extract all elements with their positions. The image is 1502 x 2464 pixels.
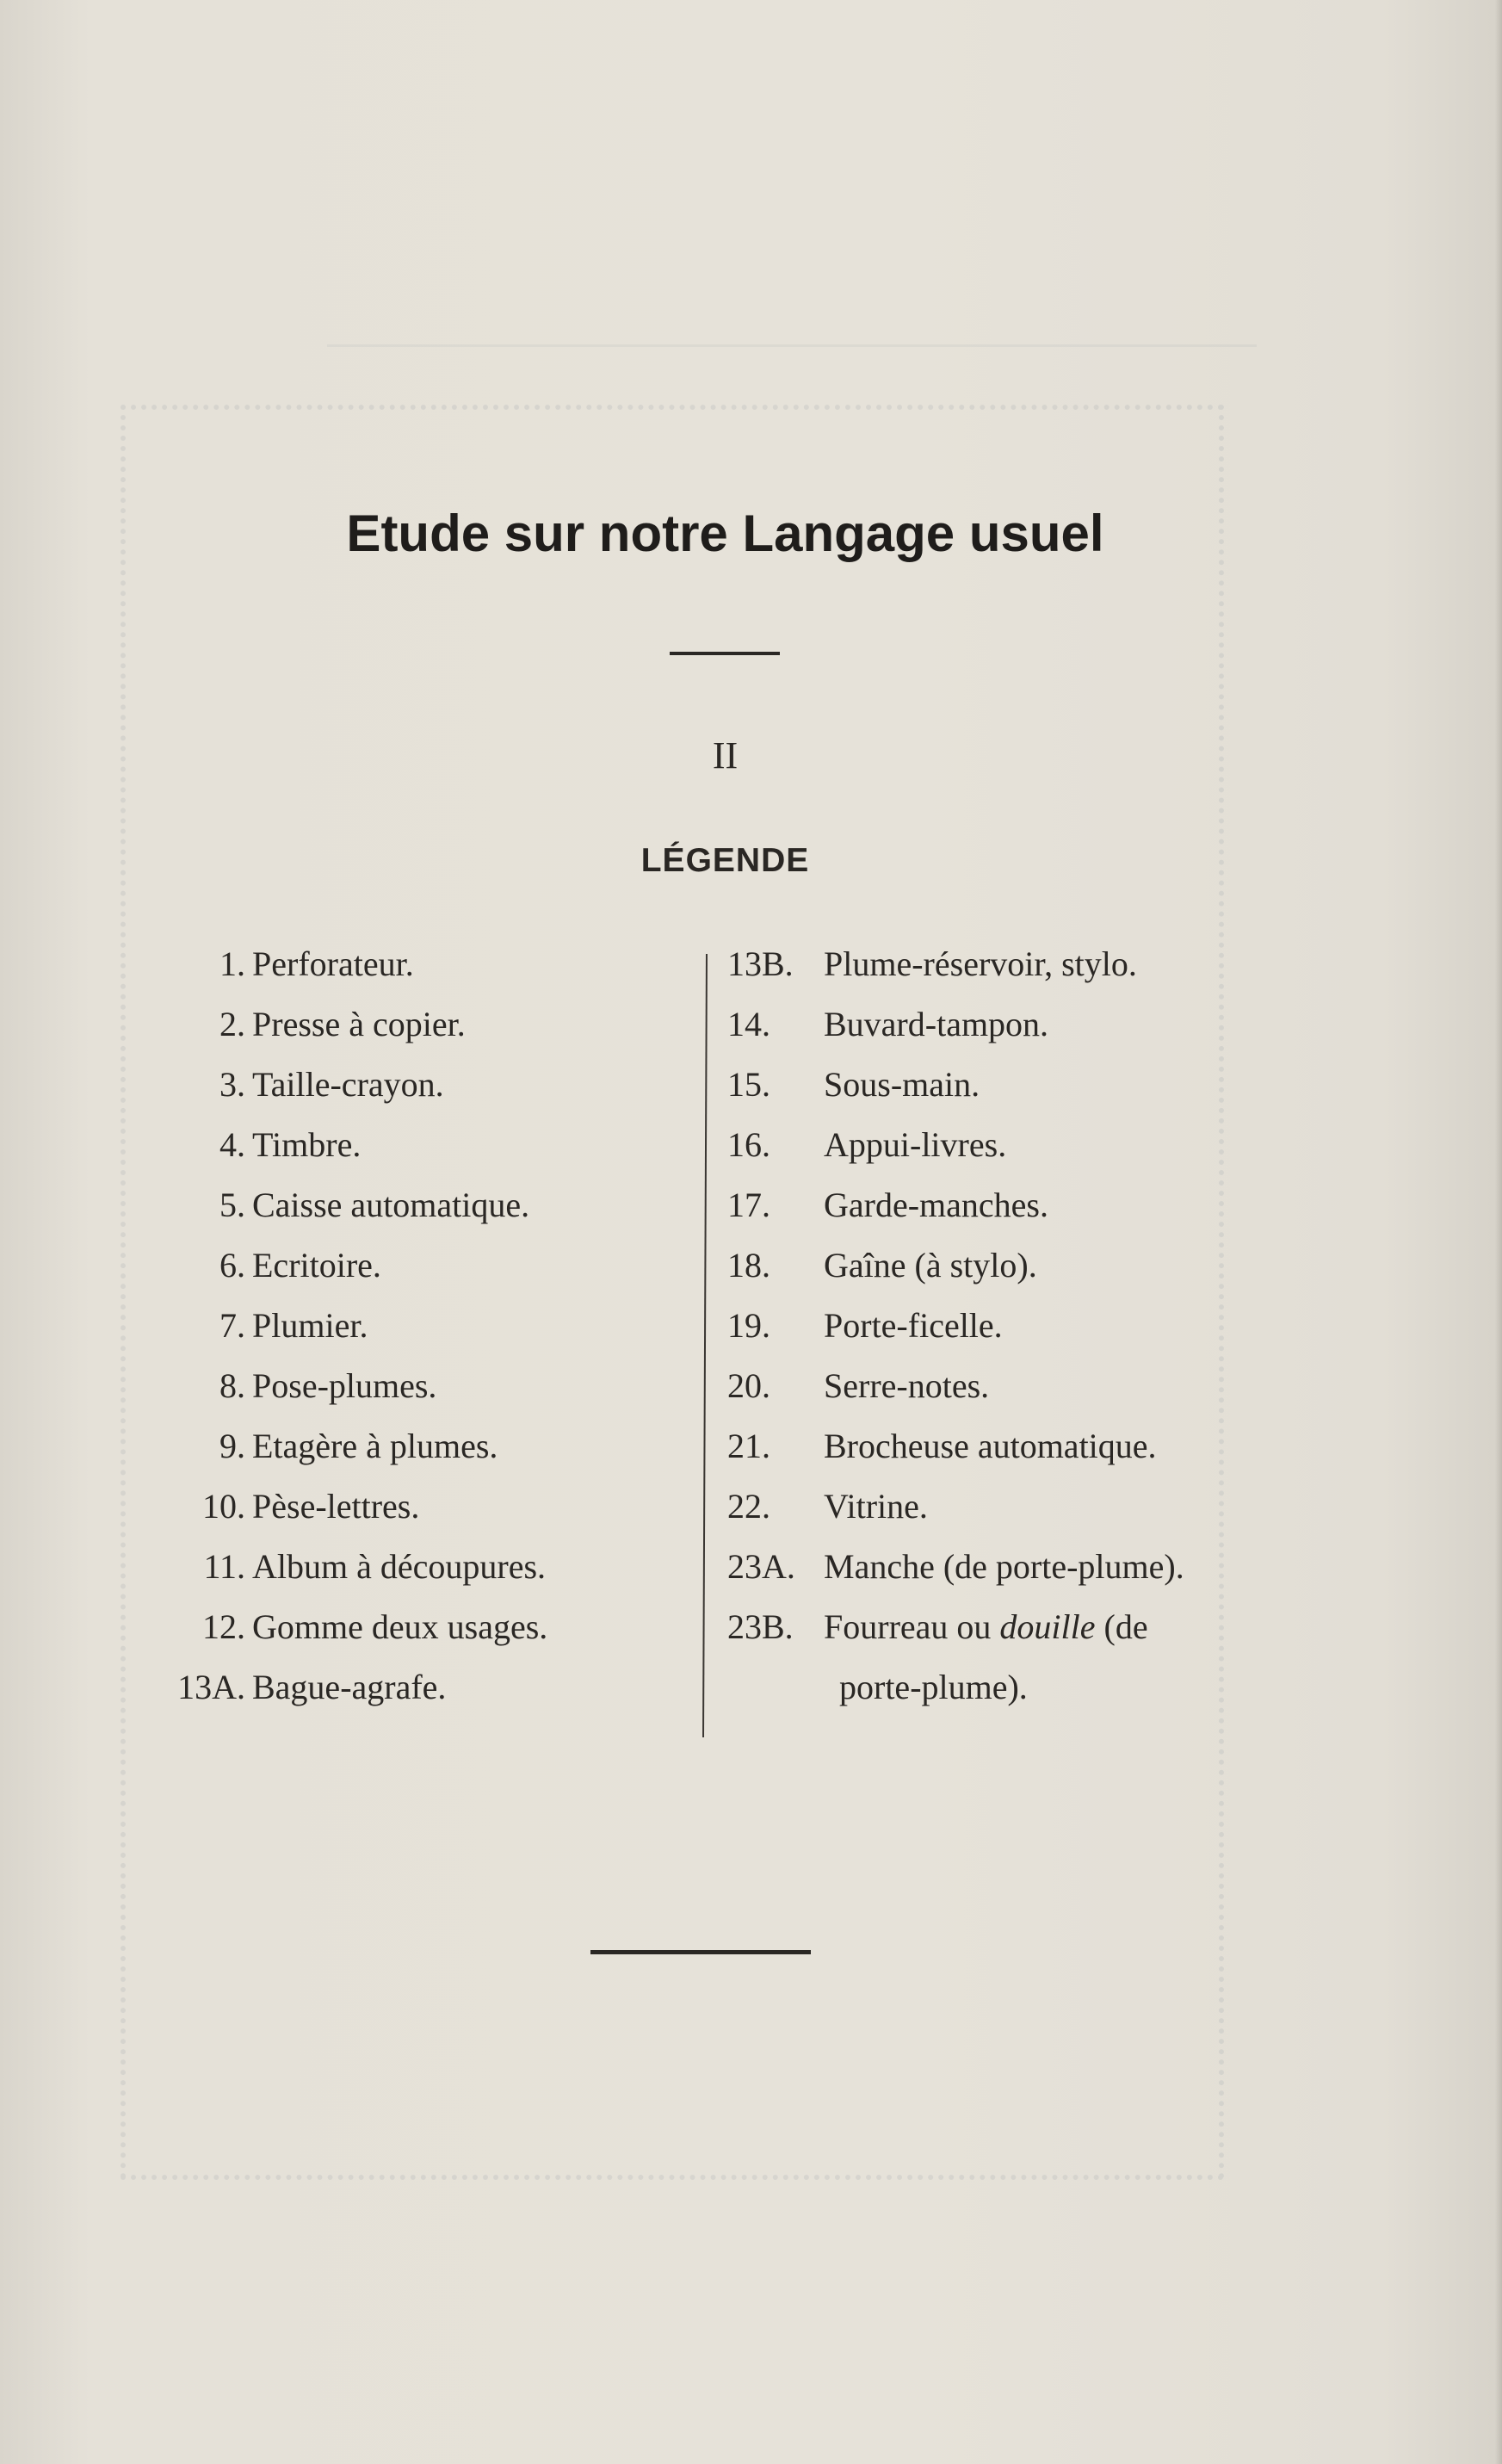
legend-item-number: 18. [727, 1246, 770, 1285]
legend-item-text: Plumier. [252, 1306, 368, 1345]
legend-item-number: 13B. [727, 944, 794, 983]
legend-item-number: 5. [219, 1186, 245, 1224]
legend-item-number: 4. [219, 1125, 245, 1164]
legend-item-text: Buvard-tampon. [824, 1005, 1049, 1043]
legend-item-text: Caisse automatique. [252, 1186, 530, 1224]
legend-item-number: 16. [727, 1125, 770, 1164]
legend-item-text [824, 1601, 1148, 1653]
legend-item-text: Etagère à plumes. [252, 1427, 498, 1465]
legend-item-number: 21. [727, 1427, 770, 1465]
legend-item-number: 15. [727, 1065, 770, 1104]
legend-heading: LÉGENDE [640, 842, 810, 879]
legend-item-number: 20. [727, 1366, 770, 1405]
legend-item-text: Perforateur. [252, 944, 414, 983]
legend-item-number: 1. [219, 944, 245, 983]
closing-rule [590, 1950, 811, 1954]
page-edge-shadow [1495, 0, 1502, 2464]
legend-item-text: Porte-ficelle. [824, 1306, 1003, 1345]
legend-item-text: Gaîne (à stylo). [824, 1246, 1037, 1285]
legend-item-text-start: Fourreau ou [824, 1607, 1000, 1646]
legend-item-number: 22. [727, 1487, 770, 1526]
legend-item-text: Timbre. [252, 1125, 362, 1164]
legend-item-text: Manche (de porte-plume). [824, 1547, 1184, 1586]
legend-item-number: 23A. [727, 1547, 795, 1586]
legend-item-text: Album à découpures. [252, 1547, 547, 1586]
legend-item-text: Gomme deux usages. [252, 1607, 548, 1646]
legend-item-number: 17. [727, 1186, 770, 1224]
legend-item-text: Brocheuse automatique. [824, 1427, 1157, 1465]
legend-item-text: Pose-plumes. [252, 1366, 437, 1405]
legend-item-number: 13A. [177, 1668, 245, 1706]
legend-item-number: 19. [727, 1306, 770, 1345]
legend-item-number: 23B. [727, 1607, 794, 1646]
legend-item-text: Serre-notes. [824, 1366, 990, 1405]
legend-item-number: 12. [202, 1607, 245, 1646]
legend-item-italic-term: douille [999, 1607, 1096, 1646]
legend-item-text: Vitrine. [824, 1487, 928, 1526]
legend-item-text: Pèse-lettres. [252, 1487, 420, 1526]
legend-item-text: Garde-manches. [824, 1186, 1048, 1224]
legend-item-text-end: (de [1095, 1607, 1148, 1646]
legend-item-number: 14. [727, 1005, 770, 1043]
bleed-through-header [327, 284, 1257, 347]
legend-item-text: Sous-main. [824, 1065, 980, 1104]
legend-item-number: 11. [203, 1547, 245, 1586]
legend-item-number: 9. [219, 1427, 245, 1465]
legend-item-text: Ecritoire. [252, 1246, 381, 1285]
legend-item-text: Presse à copier. [252, 1005, 466, 1043]
legend-item-number: 3. [219, 1065, 245, 1104]
legend-item-number: 10. [202, 1487, 245, 1526]
legend-item-number: 8. [219, 1366, 245, 1405]
legend-item-text: Appui-livres. [824, 1125, 1007, 1164]
title-rule [670, 652, 780, 655]
bleed-through-illustration-frame [121, 405, 1224, 2180]
legend-item-text: porte-plume). [839, 1668, 1028, 1706]
legend-item-text: Taille-crayon. [252, 1065, 444, 1104]
legend-item-number: 7. [219, 1306, 245, 1345]
page-title: Etude sur notre Langage usuel [346, 505, 1104, 562]
legend-item-number: 2. [219, 1005, 245, 1043]
legend-item-number: 6. [219, 1246, 245, 1285]
legend-item-text: Plume-réservoir, stylo. [824, 944, 1137, 983]
section-number: II [712, 734, 739, 777]
legend-item-text: Bague-agrafe. [252, 1668, 447, 1706]
